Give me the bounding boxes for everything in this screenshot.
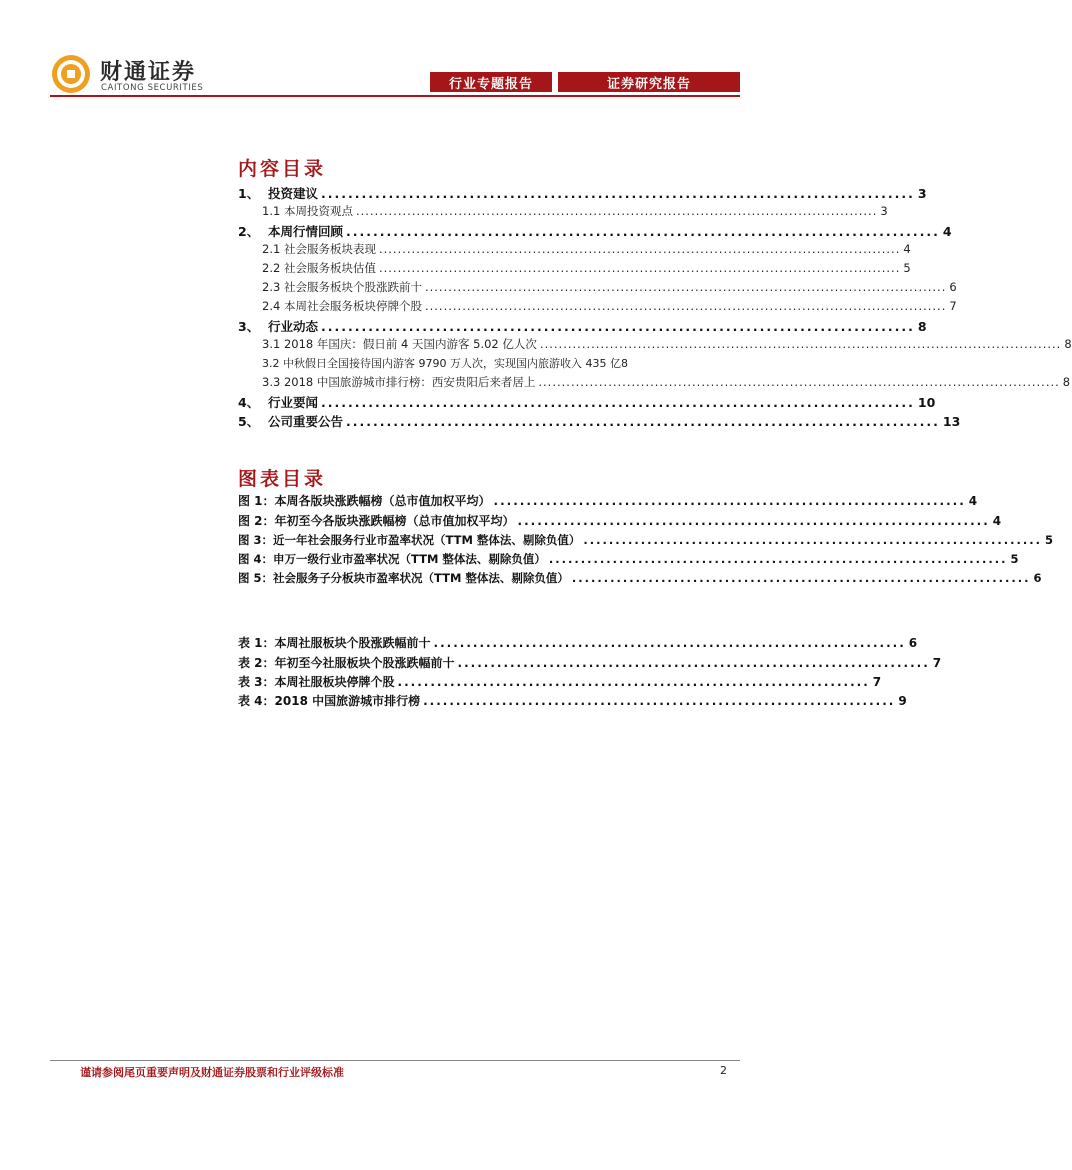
toc-entry-page: 8 (1064, 337, 1072, 351)
leader-dots: ........................................................................ (493, 494, 966, 508)
toc-entry-label: 2.4 本周社会服务板块停牌个股 (262, 299, 422, 313)
toc-entry-page: 8 (1062, 375, 1071, 389)
figure-entry-2[interactable] (238, 512, 1002, 530)
toc-entry-label: 3.1 2018 年国庆：假日前 4 天国内游客 5.02 亿人次 (262, 337, 537, 351)
leader-dots: ................................................................................................................ (355, 204, 878, 218)
table-entry-label: 表 3：本周社服板块停牌个股 (238, 675, 395, 689)
toc-title: 内容目录 (238, 158, 327, 180)
leader-dots: ................................................................................................................ (378, 242, 901, 256)
toc-entry-page: 13 (942, 414, 961, 429)
report-type-tab: 行业专题报告 (430, 72, 552, 92)
table-entry-page: 9 (898, 694, 907, 708)
toc-entry-label: 3.2 中秋假日全国接待国内游客 9790 万人次，实现国内旅游收入 435 亿 (262, 357, 621, 370)
company-logo (50, 53, 220, 95)
table-entry-3[interactable] (238, 673, 882, 691)
leader-dots: ........................................................................ (457, 656, 930, 670)
caitong-logo-icon (50, 53, 92, 95)
logo-english-name: CAITONG SECURITIES (101, 83, 204, 93)
toc-entry-number: 5、 (238, 414, 260, 429)
leader-dots: ........................................................................ (397, 675, 870, 689)
leader-dots: ........................................................................................ (346, 414, 940, 429)
toc-entry-number: 1、 (238, 186, 260, 201)
figure-entry-1[interactable] (238, 492, 978, 510)
header-divider (50, 95, 740, 97)
figure-entry-label: 图 3：近一年社会服务行业市盈率状况（TTM 整体法、剔除负值） (238, 533, 581, 547)
toc-entry-5[interactable] (238, 412, 961, 430)
toc-entry-2[interactable] (238, 222, 952, 240)
toc-entry-number: 4、 (238, 395, 260, 410)
leader-dots: ........................................................................................ (321, 395, 915, 410)
toc-entry-1[interactable] (238, 184, 927, 202)
toc-entry-3[interactable] (238, 317, 927, 335)
figure-entry-label: 图 2：年初至今各版块涨跌幅榜（总市值加权平均） (238, 514, 515, 528)
table-entry-page: 7 (932, 656, 942, 670)
toc-entry-label: 行业要闻 (268, 395, 319, 410)
table-entry-2[interactable] (238, 654, 942, 672)
leader-dots: ........................................................................................ (321, 186, 915, 201)
figure-entry-page: 4 (992, 514, 1002, 528)
toc-entry-page: 3 (917, 186, 927, 201)
toc-entry-page: 5 (903, 261, 911, 275)
toc-entry-1-1[interactable] (262, 203, 888, 221)
leader-dots: ........................................................................ (583, 533, 1042, 547)
toc-entry-label: 2.1 社会服务板块表现 (262, 242, 376, 256)
figure-entry-label: 图 1：本周各版块涨跌幅榜（总市值加权平均） (238, 494, 491, 508)
leader-dots: ........................................................................ (433, 636, 906, 650)
toc-entry-number: 3、 (238, 319, 260, 334)
toc-entry-4[interactable] (238, 393, 936, 411)
toc-entry-page: 8 (917, 319, 927, 334)
leader-dots: ................................................................................................................ (538, 375, 1060, 389)
toc-entry-3-2[interactable] (262, 355, 736, 373)
toc-entry-2-1[interactable] (262, 241, 911, 259)
toc-entry-label: 本周行情回顾 (268, 224, 344, 239)
toc-entry-label: 行业动态 (268, 319, 319, 334)
leader-dots: ........................................................................ (571, 571, 1031, 585)
page-number: 2 (720, 1064, 727, 1077)
table-entry-label: 表 4：2018 中国旅游城市排行榜 (238, 694, 421, 708)
toc-entry-page: 3 (880, 204, 888, 218)
logo-chinese-name: 财通证券 (100, 60, 197, 85)
toc-entry-page: 4 (903, 242, 911, 256)
table-entry-label: 表 1：本周社服板块个股涨跌幅前十 (238, 636, 431, 650)
figure-entry-4[interactable] (238, 551, 1019, 569)
leader-dots: ........................................................................ (517, 514, 990, 528)
toc-entry-label: 2.3 社会服务板块个股涨跌前十 (262, 280, 422, 294)
leader-dots: ........................................................................ (423, 694, 896, 708)
header-tabs (430, 72, 740, 92)
table-entry-4[interactable] (238, 692, 907, 710)
table-entry-label: 表 2：年初至今社服板块个股涨跌幅前十 (238, 656, 455, 670)
leader-dots: ................................................................................................................ (539, 337, 1062, 351)
figure-entry-label: 图 4：申万一级行业市盈率状况（TTM 整体法、剔除负值） (238, 552, 546, 566)
toc-entry-2-4[interactable] (262, 298, 957, 316)
leader-dots: ................................................................................................................ (424, 280, 947, 294)
toc-entry-page: 7 (949, 299, 957, 313)
figure-entry-page: 5 (1010, 552, 1019, 566)
toc-entry-3-1[interactable] (262, 336, 1072, 354)
toc-entry-page: 8 (620, 357, 628, 370)
leader-dots: ................................................................................................................ (378, 261, 901, 275)
toc-entry-2-3[interactable] (262, 279, 957, 297)
figure-entry-label: 图 5：社会服务子分板块市盈率状况（TTM 整体法、剔除负值） (238, 571, 569, 585)
table-entry-1[interactable] (238, 634, 918, 652)
toc-entry-number: 2、 (238, 224, 260, 239)
toc-entry-label: 3.3 2018 中国旅游城市排行榜：西安贵阳后来者居上 (262, 375, 536, 389)
toc-entry-page: 6 (949, 280, 957, 294)
figure-entry-page: 4 (968, 494, 978, 508)
figure-entry-5[interactable] (238, 570, 1042, 588)
figure-entry-page: 6 (1033, 571, 1042, 585)
footer-disclaimer: 谨请参阅尾页重要声明及财通证券股票和行业评级标准 (80, 1066, 344, 1079)
toc-entry-label: 公司重要公告 (268, 414, 344, 429)
toc-entry-label: 2.2 社会服务板块估值 (262, 261, 376, 275)
leader-dots: ........................................................................................ (346, 224, 940, 239)
report-category-tab: 证券研究报告 (558, 72, 740, 92)
table-entry-page: 6 (908, 636, 918, 650)
toc-entry-label: 1.1 本周投资观点 (262, 204, 353, 218)
leader-dots: ................................................................................................................ (424, 299, 947, 313)
toc-entry-label: 投资建议 (268, 186, 319, 201)
figure-entry-page: 5 (1044, 533, 1053, 547)
leader-dots: ........................................................................................ (321, 319, 915, 334)
figures-title: 图表目录 (238, 468, 327, 490)
toc-entry-page: 4 (942, 224, 952, 239)
toc-entry-page: 10 (917, 395, 936, 410)
figure-entry-3[interactable] (238, 532, 1053, 550)
footer-divider (50, 1060, 740, 1061)
leader-dots: ........................................................................ (548, 552, 1008, 566)
toc-entry-3-3[interactable] (262, 374, 1071, 392)
table-entry-page: 7 (872, 675, 882, 689)
toc-entry-2-2[interactable] (262, 260, 911, 278)
